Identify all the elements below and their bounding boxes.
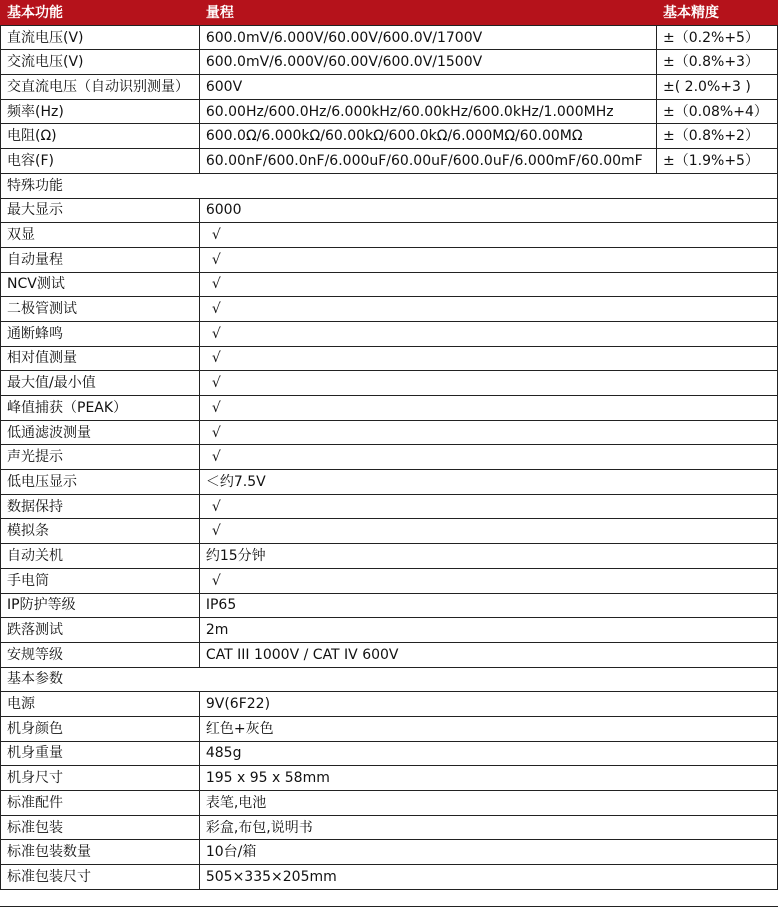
function-accuracy: ±（1.9%+5） — [657, 149, 778, 174]
item-value: √ — [199, 445, 777, 470]
table-row — [1, 272, 778, 297]
table-row — [1, 396, 778, 421]
table-row — [1, 346, 778, 371]
function-range: 60.00Hz/600.0Hz/6.000kHz/60.00kHz/600.0kHz/1.000MHz — [199, 99, 656, 124]
table-row — [1, 321, 778, 346]
table-row — [1, 470, 778, 495]
item-value: √ — [199, 494, 777, 519]
item-name: 自动量程 — [1, 247, 200, 272]
item-value: 2m — [199, 618, 777, 643]
item-value: √ — [199, 346, 777, 371]
table-row — [1, 865, 778, 890]
item-name: 安规等级 — [1, 642, 200, 667]
function-accuracy: ±（0.2%+5） — [657, 25, 778, 50]
table-row — [1, 198, 778, 223]
item-name: 手电筒 — [1, 568, 200, 593]
item-name: 相对值测量 — [1, 346, 200, 371]
function-range: 600V — [199, 75, 656, 100]
item-name: 标准配件 — [1, 791, 200, 816]
table-row — [1, 815, 778, 840]
function-name: 交流电压(V) — [1, 50, 200, 75]
table-row — [1, 420, 778, 445]
table-row — [1, 544, 778, 569]
table-row — [1, 445, 778, 470]
item-name: IP防护等级 — [1, 593, 200, 618]
item-value: √ — [199, 519, 777, 544]
item-name: 双显 — [1, 223, 200, 248]
table-row — [1, 99, 778, 124]
function-name: 电阻(Ω) — [1, 124, 200, 149]
table-row — [1, 247, 778, 272]
item-value: 约15分钟 — [199, 544, 777, 569]
params-section-title: 基本参数 — [1, 667, 778, 692]
item-value: 红色+灰色 — [199, 716, 777, 741]
item-name: 最大值/最小值 — [1, 371, 200, 396]
item-name: 标准包装 — [1, 815, 200, 840]
table-row — [1, 371, 778, 396]
function-accuracy: ±（0.08%+4） — [657, 99, 778, 124]
item-value: 195 x 95 x 58mm — [199, 766, 777, 791]
function-accuracy: ±（0.8%+3） — [657, 50, 778, 75]
item-name: 最大显示 — [1, 198, 200, 223]
header-accuracy: 基本精度 — [657, 1, 778, 26]
function-accuracy: ±（0.8%+2） — [657, 124, 778, 149]
item-name: 低通滤波测量 — [1, 420, 200, 445]
item-name: 峰值捕获（PEAK） — [1, 396, 200, 421]
item-name: 机身尺寸 — [1, 766, 200, 791]
item-name: 二极管测试 — [1, 297, 200, 322]
item-value: √ — [199, 321, 777, 346]
function-range: 600.0mV/6.000V/60.00V/600.0V/1500V — [199, 50, 656, 75]
table-row — [1, 716, 778, 741]
item-value: 彩盒,布包,说明书 — [199, 815, 777, 840]
item-value: √ — [199, 297, 777, 322]
item-name: 声光提示 — [1, 445, 200, 470]
item-name: 机身重量 — [1, 741, 200, 766]
function-accuracy: ±( 2.0%+3 ) — [657, 75, 778, 100]
item-name: NCV测试 — [1, 272, 200, 297]
table-row — [1, 519, 778, 544]
function-range: 600.0Ω/6.000kΩ/60.00kΩ/600.0kΩ/6.000MΩ/60.00MΩ — [199, 124, 656, 149]
table-row — [1, 297, 778, 322]
table-row — [1, 692, 778, 717]
function-name: 电容(F) — [1, 149, 200, 174]
item-value: CAT III 1000V / CAT IV 600V — [199, 642, 777, 667]
table-row — [1, 149, 778, 174]
item-name: 自动关机 — [1, 544, 200, 569]
item-name: 通断蜂鸣 — [1, 321, 200, 346]
table-row — [1, 50, 778, 75]
item-value: 表笔,电池 — [199, 791, 777, 816]
table-row — [1, 75, 778, 100]
function-range: 60.00nF/600.0nF/6.000uF/60.00uF/600.0uF/6.000mF/60.00mF — [199, 149, 656, 174]
function-range: 600.0mV/6.000V/60.00V/600.0V/1700V — [199, 25, 656, 50]
table-row — [1, 25, 778, 50]
item-value: √ — [199, 371, 777, 396]
table-row — [1, 593, 778, 618]
table-row — [1, 791, 778, 816]
item-value: √ — [199, 272, 777, 297]
special-section-title: 特殊功能 — [1, 173, 778, 198]
header-range: 量程 — [199, 1, 656, 26]
params-section — [1, 667, 778, 692]
table-row — [1, 223, 778, 248]
item-value: √ — [199, 568, 777, 593]
item-value: 485g — [199, 741, 777, 766]
table-row — [1, 124, 778, 149]
function-name: 交直流电压（自动识别测量） — [1, 75, 200, 100]
special-section — [1, 173, 778, 198]
header-row — [1, 1, 778, 26]
item-value: IP65 — [199, 593, 777, 618]
table-row — [1, 840, 778, 865]
item-name: 标准包装尺寸 — [1, 865, 200, 890]
function-name: 直流电压(V) — [1, 25, 200, 50]
item-name: 模拟条 — [1, 519, 200, 544]
item-name: 数据保持 — [1, 494, 200, 519]
item-name: 跌落测试 — [1, 618, 200, 643]
item-value: 9V(6F22) — [199, 692, 777, 717]
table-row — [1, 618, 778, 643]
table-row — [1, 741, 778, 766]
table-row — [1, 642, 778, 667]
item-name: 电源 — [1, 692, 200, 717]
item-name: 低电压显示 — [1, 470, 200, 495]
function-name: 频率(Hz) — [1, 99, 200, 124]
item-value: √ — [199, 247, 777, 272]
item-value: 10台/箱 — [199, 840, 777, 865]
table-row — [1, 494, 778, 519]
item-value: √ — [199, 420, 777, 445]
table-row — [1, 568, 778, 593]
header-function: 基本功能 — [1, 1, 200, 26]
item-name: 机身颜色 — [1, 716, 200, 741]
item-name: 标准包装数量 — [1, 840, 200, 865]
item-value: √ — [199, 223, 777, 248]
item-value: √ — [199, 396, 777, 421]
item-value: 6000 — [199, 198, 777, 223]
table-row — [1, 766, 778, 791]
item-value: 505×335×205mm — [199, 865, 777, 890]
spec-table-body — [1, 1, 778, 890]
item-value: ＜约7.5V — [199, 470, 777, 495]
